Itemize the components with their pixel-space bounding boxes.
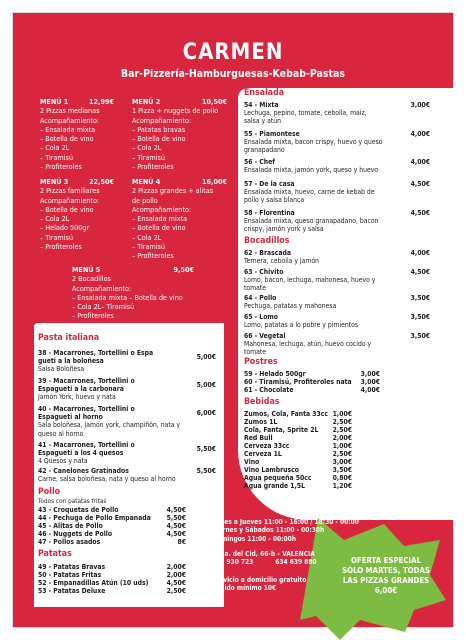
bebidas-title: Bebidas [244, 397, 280, 407]
menu-2-price: 10,50€ [202, 97, 227, 106]
menu-1-line: 2 Pizzas medianas [40, 106, 100, 116]
pollo-price: 4,50€ [166, 506, 186, 514]
ensalada-item-desc: Ensalada mixta, jamón york, queso y huevo [244, 166, 379, 175]
bebida-price: 0,80€ [332, 474, 352, 482]
menu-1 [40, 97, 114, 171]
ensalada-item-name: 58 - Florentina [244, 209, 295, 217]
postre-name: 61 - Chocolate [244, 386, 294, 394]
bocadillo-item-desc: Lomo, bacon, lechuga, mahonesa, huevo y tomate [244, 276, 376, 293]
bocadillo-item-desc: Ternera, cebolla y jamón [244, 257, 319, 266]
bebida-row [244, 474, 352, 482]
pollo-subtitle: Todos con patatas fritas [38, 497, 107, 505]
bocadillo-item [244, 268, 430, 293]
ensalada-item-desc: Lechuga, pepino, tomate, cebolla, maíz, salsa y atún [244, 109, 367, 126]
bocadillo-item [244, 332, 430, 357]
pasta-item-name: 38 - Macarrones, Tortellini o Espa gueti a la boloñesa [38, 349, 154, 366]
bebida-price: 2,50€ [332, 426, 352, 434]
postre-row [244, 378, 380, 386]
pasta-item-desc: Carne, salsa boloñesa, nata y queso al horno [38, 475, 176, 484]
menu-3-line: 2 Pizzas familiares [40, 186, 100, 196]
menu-4-price: 16,00€ [202, 177, 227, 186]
bebida-row [244, 466, 352, 474]
menu-1-label: MENÚ 1 [40, 97, 69, 106]
bebida-price: 2,00€ [332, 434, 352, 442]
postre-row [244, 370, 380, 378]
pollo-name: 46 - Nuggets de Pollo [38, 530, 113, 538]
postre-price: 3,00€ [360, 378, 380, 386]
patatas-price: 2,00€ [166, 563, 186, 571]
patatas-name: 52 - Empanadillas Atún (10 uds) [38, 579, 149, 587]
postre-price: 3,00€ [360, 370, 380, 378]
patatas-name: 53 - Patatas Deluxe [38, 587, 106, 595]
pasta-item-name: 40 - Macarrones, Tortellini o Espagueti al horno [38, 405, 135, 422]
ensalada-item [244, 101, 430, 126]
menu-5-line: 2 Bocadillos [72, 274, 111, 284]
offer-line: LAS PIZZAS GRANDES [342, 576, 430, 585]
ensalada-item-price: 4,50€ [410, 180, 430, 188]
pollo-name: 44 - Pechuga de Pollo Empanada [38, 514, 151, 522]
menu-5 [72, 265, 194, 321]
menu-5-line: – Ensalada mixta – Botella de vino [72, 292, 183, 302]
pollo-row [38, 514, 186, 522]
pasta-item-desc: Jamón York, huevo y nata [38, 393, 116, 402]
menu-3-line: – Cola 2L [40, 214, 70, 224]
bebida-row [244, 450, 352, 458]
bebida-name: Cerveza 1L [244, 450, 282, 458]
menu-2-line: 1 Pizza + nuggets de pollo [132, 106, 219, 116]
pasta-item-name: 39 - Macarrones, Tortellini o Espagueti a la carbonara [38, 377, 135, 394]
pollo-price: 4,50€ [166, 522, 186, 530]
bocadillo-item-price: 3,50€ [410, 313, 430, 321]
pollo-row [38, 522, 186, 530]
pasta-item-price: 5,50€ [196, 445, 216, 453]
menu-5-price: 9,50€ [173, 265, 194, 274]
menu-2-line: Acompañamiento: [132, 115, 192, 125]
ensalada-item-desc: Ensalada mixta, huevo, carne de kebab de pollo y salsa blanca [244, 188, 375, 205]
menu-1-line: – Tiramisú [40, 152, 73, 162]
pasta-item [38, 377, 216, 402]
menu-4-line: Acompañamiento: [132, 204, 192, 214]
hours-line: Domingos 11:00 - 00:00h [212, 534, 296, 543]
bocadillo-item-name: 64 - Pollo [244, 294, 277, 302]
bocadillo-item-price: 3,50€ [410, 332, 430, 340]
ensalada-item [244, 130, 430, 155]
patatas-row [38, 563, 186, 571]
bebida-name: Cerveza 33cc [244, 442, 290, 450]
menu-4-line: – Cola 2L [132, 232, 162, 242]
menu-2-line: – Profiteroles [132, 162, 174, 172]
menu-3-line: Acompañamiento: [40, 195, 100, 205]
pasta-item-desc: Sala boloñesa, jamón york, champiñón, nata y queso al horno [38, 421, 181, 438]
bebida-name: Zumos 1L [244, 418, 278, 426]
bebida-name: Vino Lambrusco [244, 466, 299, 474]
pollo-row [38, 506, 186, 514]
bebida-name: Cola, Fanta, Sprite 2L [244, 426, 319, 434]
pasta-item [38, 467, 216, 483]
delivery-line: Servicio a domicilio gratuito [212, 576, 307, 584]
menu-1-line: – Botella de vino [40, 134, 94, 144]
bocadillos-title: Bocadillos [244, 236, 290, 246]
pasta-item-name: 42 - Canelones Gratinados [38, 467, 129, 475]
menu-3-line: – Tiramisú [40, 232, 73, 242]
postre-price: 4,00€ [360, 386, 380, 394]
ensalada-item-name: 57 - De la casa [244, 180, 295, 188]
offer-line: OFERTA ESPECIAL [350, 556, 422, 565]
ensalada-item [244, 209, 430, 234]
menu-3-label: MENÚ 3 [40, 177, 69, 186]
bebida-row [244, 434, 352, 442]
hours-line: Viernes y Sábados 11:00 - 00:30h [212, 526, 325, 535]
bocadillo-item-desc: Lomo, patatas a lo pobre y pimientos [244, 321, 359, 330]
bebida-price: 1,00€ [332, 442, 352, 450]
menu-2 [132, 97, 227, 171]
bebida-row [244, 482, 352, 490]
pasta-item-price: 5,00€ [196, 381, 216, 389]
bebida-price: 3,50€ [332, 466, 352, 474]
menu-5-label: MENÚ 5 [72, 265, 101, 274]
ensalada-item-desc: Ensalada mixta, bacon crispy, huevo y queso granapadano [244, 138, 383, 155]
menu-1-line: – Cola 2L [40, 143, 70, 153]
phone-2: 634 639 880 [275, 558, 317, 567]
bebida-row [244, 442, 352, 450]
offer-badge [330, 556, 442, 596]
bocadillo-item-name: 65 - Lomo [244, 313, 278, 321]
hours-line: Lunes a Jueves 11:00 - 16:00 / 18:30 - 00:00 [212, 518, 359, 526]
ensalada-item-name: 54 - Mixta [244, 101, 279, 109]
pollo-row [38, 538, 186, 546]
menu-5-line: – Profiteroles [72, 311, 114, 321]
menu-4-line: – Profiteroles [132, 251, 174, 261]
patatas-row [38, 571, 186, 579]
pasta-item [38, 441, 216, 466]
ensalada-item-price: 4,00€ [410, 130, 430, 138]
bocadillo-item-name: 63 - Chivito [244, 268, 284, 276]
ensalada-item-price: 3,00€ [410, 101, 430, 109]
bocadillo-item [244, 249, 430, 265]
postre-row [244, 386, 380, 394]
bebida-name: Vino [244, 458, 260, 466]
pasta-title: Pasta italiana [38, 333, 100, 343]
pasta-item-desc: 4 Quesos y nata [38, 457, 88, 466]
offer-line: 6,00€ [374, 586, 398, 595]
address-block [212, 550, 317, 567]
bebida-row [244, 410, 352, 418]
bebida-row [244, 426, 352, 434]
bebida-price: 2,50€ [332, 450, 352, 458]
menu-2-line: – Patatas bravas [132, 124, 186, 134]
pasta-item [38, 405, 216, 438]
pasta-item [38, 349, 216, 374]
ensalada-item-name: 55 - Piamontese [244, 130, 300, 138]
pollo-row [38, 530, 186, 538]
postres-title: Postres [244, 357, 278, 367]
bocadillo-item-price: 4,00€ [410, 249, 430, 257]
address: Avda. del Cid, 66-b – VALENCIA [212, 550, 315, 558]
bebida-name: Zumos, Cola, Fanta 33cc [244, 410, 329, 418]
pasta-item-price: 5,50€ [196, 467, 216, 475]
menu-3-price: 22,50€ [89, 177, 114, 186]
pasta-item-price: 6,00€ [196, 409, 216, 417]
restaurant-subtitle: Bar-Pizzería-Hamburguesas-Kebab-Pastas [120, 68, 346, 80]
bebida-price: 3,00€ [332, 458, 352, 466]
phone-1: 961 930 723 [212, 558, 254, 567]
bebida-price: 1,20€ [332, 482, 352, 490]
bocadillo-item-desc: Pechuga, patatas y mahonesa [244, 302, 337, 311]
bebida-row [244, 458, 352, 466]
pollo-price: 5,50€ [166, 514, 186, 522]
menu-3-line: – Botella de vino [40, 204, 94, 214]
ensalada-item-price: 4,50€ [410, 209, 430, 217]
menu-1-line: – Profiteroles [40, 162, 82, 172]
pollo-name: 43 - Croquetas de Pollo [38, 506, 119, 514]
bocadillo-item [244, 294, 430, 310]
menu-4-line: – Ensalada mixta [132, 214, 188, 224]
bebida-price: 1,00€ [332, 410, 352, 418]
menu-2-label: MENÚ 2 [132, 97, 161, 106]
delivery-block [212, 576, 306, 593]
menu-4-line: – Tiramisú [132, 242, 165, 252]
bebida-name: Agua pequeña 50cc [244, 474, 312, 482]
menu-2-line: – Cola 2L [132, 143, 162, 153]
ensalada-item [244, 180, 430, 205]
pollo-title: Pollo [38, 487, 61, 497]
postre-name: 59 - Helado 500gr [244, 370, 306, 378]
delivery-line: pedido mínimo 10€ [212, 584, 277, 593]
menu-5-line: – Cola 2L– Tiramisú [72, 302, 135, 312]
menu-4-line: de pollo [132, 195, 158, 205]
pollo-name: 45 - Alitas de Pollo [38, 522, 103, 530]
bocadillo-item-price: 3,50€ [410, 294, 430, 302]
ensalada-title: Ensalada [244, 88, 285, 98]
menu-4-label: MENÚ 4 [132, 177, 161, 186]
ensalada-item-price: 4,00€ [410, 158, 430, 166]
bocadillo-item-name: 62 - Brascada [244, 249, 291, 257]
pasta-item-price: 5,00€ [196, 353, 216, 361]
menu-4-line: 2 Pizzas grandes + alitas [132, 186, 214, 196]
bebida-price: 2,50€ [332, 418, 352, 426]
bebida-name: Red Bull [244, 434, 273, 442]
patatas-name: 49 - Patatas Bravas [38, 563, 106, 571]
postre-name: 60 - Tiramisú, Profiteroles nata [244, 378, 352, 386]
patatas-row [38, 587, 186, 595]
bebida-row [244, 418, 352, 426]
menu-2-line: – Tiramisú [132, 152, 165, 162]
menu-1-line: – Ensalada mixta [40, 124, 96, 134]
menu-4-line: – Botella de vino [132, 223, 186, 233]
menu-3 [40, 177, 114, 251]
patatas-name: 50 - Patatas Fritas [38, 571, 102, 579]
opening-hours [212, 518, 359, 543]
restaurant-title: CARMEN [182, 40, 284, 65]
pasta-item-desc: Salsa Boloñesa [38, 365, 85, 374]
menu-2-line: – Botella de vino [132, 134, 186, 144]
patatas-row [38, 579, 186, 587]
patatas-price: 2,50€ [166, 587, 186, 595]
ensalada-item [244, 158, 430, 174]
pollo-price: 8€ [177, 538, 186, 546]
menu-3-line: – Profiteroles [40, 242, 82, 252]
menu-4 [132, 177, 227, 261]
ensalada-item-desc: Ensalada mixta, queso granapadano, bacon crispy, jamón york y salsa [244, 217, 379, 234]
offer-line: SÓLO MARTES, TODAS [342, 566, 430, 575]
menu-1-line: Acompañamiento: [40, 115, 100, 125]
bebida-name: Agua grande 1,5L [244, 482, 305, 490]
pasta-item-name: 41 - Macarrones, Tortellini o Espagueti a los 4 quesos [38, 441, 135, 458]
pollo-price: 4,50€ [166, 530, 186, 538]
bocadillo-item-desc: Mahonesa, lechuga, atún, huevo cocido y tomate [244, 340, 372, 357]
patatas-title: Patatas [38, 549, 72, 559]
menu-5-line: Acompañamiento: [72, 283, 132, 293]
ensalada-item-name: 56 - Chef [244, 158, 275, 166]
bocadillo-item-name: 66 - Vegetal [244, 332, 286, 340]
bocadillo-item [244, 313, 430, 329]
bocadillo-item-price: 4,50€ [410, 268, 430, 276]
menu-3-line: – Helado 500gr [40, 223, 90, 233]
menu-1-price: 12,99€ [89, 97, 114, 106]
patatas-price: 2,00€ [166, 571, 186, 579]
pollo-name: 47 - Pollos asados [38, 538, 101, 546]
patatas-price: 4,50€ [166, 579, 186, 587]
